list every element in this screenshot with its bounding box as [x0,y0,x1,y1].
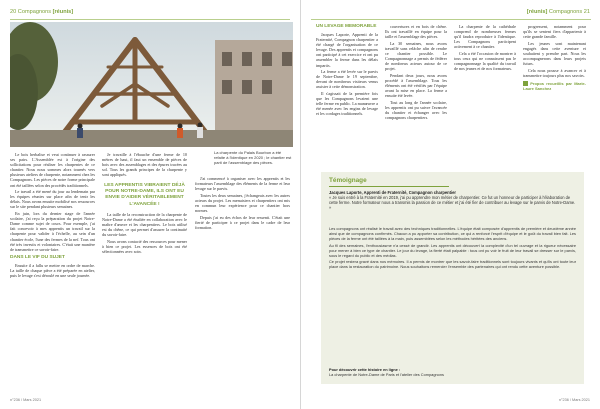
right-page-header [527,9,590,16]
left-page-number: 20 [10,9,17,15]
credit-name: Marie-Laure Sanchez [523,80,586,92]
right-col-2 [385,24,447,170]
paragraph: Toutes les deux semaines, j'échangeais avec les autres acteurs du projet. Les menuisiers et charpentiers ont mis en commun leur expérience pour ce chantier hors normes. [195,192,290,214]
paragraph: Nous avons contacté des ressources pour mener à bien ce projet. Les essences de bois ont été sélectionnées avec soin. [102,238,187,254]
section-heading: DANS LE VIF DU SUJET [10,254,65,260]
right-header-rule [311,19,591,20]
credit [523,81,586,91]
paragraph: Le travail a été mené du jour au lendemain par les équipes réunies sur place afin de tenir les délais. Nous avons ensuite mobilisé nos ressources sur le site pendant plusieurs semaines. [10,189,95,210]
testimony-signature [329,368,576,378]
paragraph: Ensuite il a fallu se mettre en ordre de marche. La taille de chaque pièce a été préparée en atelier, puis le levage s'est déroulé en une seule journée. [10,262,95,278]
testimony-title: Témoignage [329,177,367,184]
paragraph: Cela nous pousse à avancer et à transmettre toujours plus nos savoirs. [523,67,586,78]
right-folio: n°236 / Mars 2021 [558,398,590,402]
testimony-author: Jacques Laporte, Apprenti de Fraternité, Compagnon charpentier [329,190,457,195]
paragraph: Les compagnons ont réalisé le travail avec des techniques traditionnelles. L'équipe était composée d'apprentis de première et deuxième année ainsi que de compagnons confirmés. Chacun a pu apporter sa contribution, ce qui a renforcé l'esprit d'équipe et le goût du travail bien fait. Les pièces de la ferme ont été taillées à la main, puis assemblées selon les méthodes héritées des anciens. [329,227,576,241]
left-col-1 [10,152,95,395]
paragraph: La 30 semaines, nous avons travaillé sans relâche afin de rendre ce chantier possible. Le Compagnonnage a permis de fédérer de nombreux acteurs autour de ce projet. [385,40,447,72]
right-col-1 [316,24,378,170]
left-col-2 [102,152,187,395]
paragraph: Le bois herbalise et veut continuer à rassurer ses pairs. L'Assemblée est à l'origine des sollicitations pour réaliser les charpentes de ce chantier. Nous nous sommes alors tournés vers plusieurs ateliers de charpente, notamment chez les Compagnons. Les pièces de notre forme principale ont été taillées selon des procédés traditionnels. [10,152,95,188]
paragraph: Cela a été l'occasion de montrer à tous ceux qui ne connaissent pas le compagnonnage la qualité du travail de nos jeunes et de nos formateurs. [454,50,516,72]
right-header-section: [réunis] [526,9,548,15]
left-header-section: [réunis] [52,9,74,15]
paragraph: En juin, lors du dernier stage de l'année scolaire, j'ai reçu la préparation du projet Notre-Dame comme sujet de cours. Pour exemple, j'ai fait concevoir à mes apprentis un travail sur la charpente pour valider à l'échelle, au sein d'un chantier école, l'une des fermes de la nef. Tous ont été très investis et volontaires. C'était une manière de transmettre ce savoir-faire. [10,211,95,252]
testimony-box [321,172,584,384]
testimony-lead [329,190,576,210]
pull-quote-text: LES APPRENTIS VIBRAIENT DÉJÀ POUR NOTRE-DAME, ILS ONT EU ENVIE D'AIDER VÉRITABLEMENT L'AVANCÉE ! [104,182,185,207]
paragraph: Les jeunes sont maintenant engagés dans cette aventure et souhaitent y prendre part. Nous les accompagnerons dans leurs projets futurs. [523,40,586,67]
paragraph: La ferme a été levée sur le parvis de Notre-Dame le 19 septembre, devant de nombreux visiteurs venus assister à cette démonstration. [316,69,378,90]
credit-label: Propos recueillis par [530,80,572,86]
left-folio: n°236 / Mars 2021 [10,398,42,402]
paragraph: Jacques Laporte, Apprenti de la Fraternité, Compagnon charpentier a été chargé de l'organisation de ce levage. Des apprentis et compagnons ont participé à cet exercice et ont pu assembler la ferme dans les délais impartis. [316,32,378,68]
timber-frame-illustration [10,22,293,147]
left-page-header [10,9,73,16]
photo-caption: La charpente du Palais Bourbon a été refaite à l'identique en 2020 ; le chantier est parti de l'assemblage des pièces. [214,150,292,165]
paragraph: Au fil des semaines, l'enthousiasme n'a cessé de grandir. Les apprentis ont découvert la complexité d'un tel ouvrage et la rigueur nécessaire pour mener à bien ce type de chantier. Le jour du levage, la fierté était palpable : tous ont pu voir le fruit de leur travail se dresser sur le parvis, sous le regard du public et des médias. [329,242,576,258]
paragraph: couvertures et en bois de chêne. Ils ont travaillé en équipe pour la taille et l'assemblage des pièces. [385,24,447,40]
testimony-lead-text: « Je suis entré à la Fraternité en 2019, j'ai pu apprendre mon métier de charpentier. Ce fut un honneur de participer à l'élaboration de cette ferme. Notre formateur nous a transmis la passion de ce métier et j'ai été fier de contribuer au levage sur le parvis de Notre-Dame. » [329,195,576,211]
left-header-rule [10,19,290,20]
right-col-3 [454,24,516,170]
left-header-brand: Compagnons [17,9,52,15]
paragraph: La taille de la reconstruction de la charpente de Notre-Dame a été étudiée en collaboration avec le maître d'œuvre et les charpentiers. Le bois utilisé est du chêne, ce qui permet d'assurer la continuité du savoir-faire. [102,211,187,238]
paragraph: Tout au long de l'année scolaire, les apprentis ont pu suivre l'avancée du chantier et échanger avec les compagnons charpentiers. [385,99,447,121]
section-heading: UN LEVAGE MÉMORABLE [316,24,377,29]
right-header-brand: Compagnons [548,9,583,15]
paragraph: Ce projet restera gravé dans nos mémoires. Il a permis de montrer que les savoir-faire traditionnels sont toujours vivants et qu'ils ont toute leur place dans la restauration du patrimoine. Nous souhaitons remercier l'ensemble des partenaires qui ont rendu cette aventure possible. [329,259,576,270]
testimony-sign-text: La charpente de Notre-Dame de Paris et l'atelier des Compagnons [329,371,444,377]
testimony-sign-label: Pour découvrir cette histoire en ligne : [329,367,401,372]
paragraph: Depuis j'ai eu des échos de leur ressenti. C'était une fierté de participer à ce projet dans le cadre de leur formation. [195,214,290,230]
right-col-4 [523,24,586,170]
timber-frame-photo [10,22,293,147]
right-page-number: 21 [583,9,590,15]
pull-quote [102,179,187,212]
paragraph: progressent, notamment pour qu'ils se sentent fiers d'appartenir à cette grande famille. [523,24,586,40]
testimony-body [329,227,576,367]
paragraph: Pendant deux jours, nous avons procédé à l'assemblage. Tous les éléments ont été vérifiés par l'équipe avant la mise en place. La ferme a ensuite été levée. [385,72,447,99]
paragraph: Il s'agissait de la première fois que les Compagnons levaient une telle ferme en public. La manœuvre a été menée avec les engins de levage et les cordages traditionnels. [316,91,378,117]
paragraph: Je travaille à l'ébauche d'une ferme de 10 mètres de haut, il faut un ensemble de pièces de bois avec des assemblages et des épures tracées au sol. Tous les grands principes de la charpente y sont appliqués. [102,152,187,178]
paragraph: La charpente de la cathédrale comprend de nombreuses fermes qu'il faudra reproduire à l'identique. Les Compagnons participent activement à ce chantier. [454,24,516,50]
paragraph: J'ai commencé à organiser avec les apprentis et les formateurs l'assemblage des éléments de la ferme et leur levage sur le parvis. [195,176,290,192]
testimony-title-rule [329,186,449,187]
left-col-3 [195,176,290,395]
